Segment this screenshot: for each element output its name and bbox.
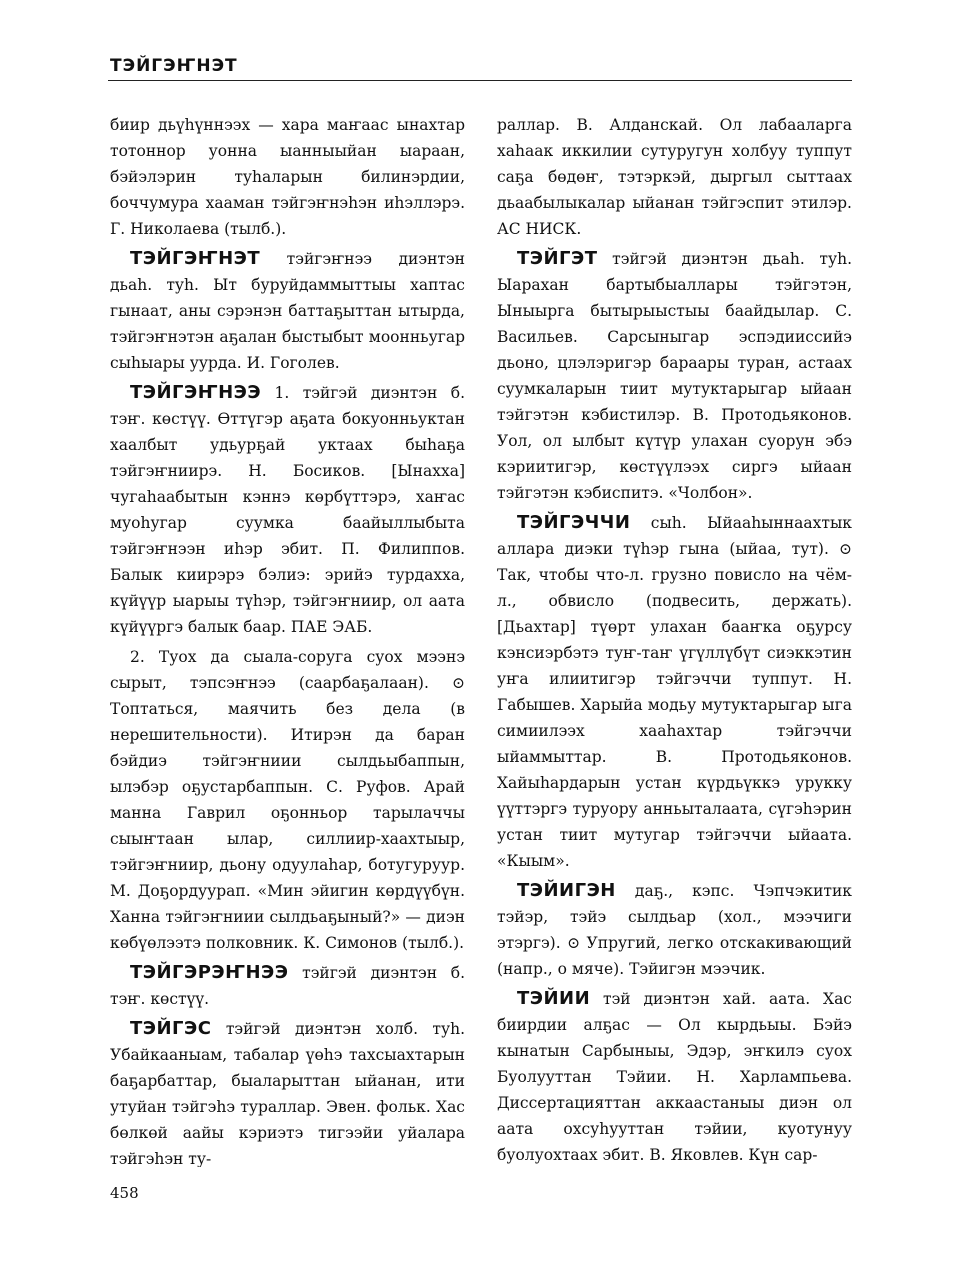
entry-headword: ТЭЙГЭС — [130, 1018, 212, 1039]
entry-headword: ТЭЙГЭЧЧИ — [517, 512, 631, 533]
entry-text: 2. Туох да сыала-соруга суох мээнэ сырыт, тэпсэҥнээ (саарбаҕалаан). ⊙ Топтаться, маячить без дела (в нерешительности). Итирэн да баран бэйдиэ тэйгэҥниии сылдьыбаппын, ылэбэр оҕустарбаппын. С. Руфов. Арай манна Гаврил оҕонньор тарылаччы сыыҥтаан ылар, силлиир-хаахтыыр, тэйгэҥниир, дьону одуулаһар, ботугуруур. М. Доҕордуурап. «Мин эйигин көрдүүбүн. Ханна тэйгэҥниии сылдьаҕыный?» — диэн көбүөлээтэ полковник. К. Симонов (тылб.). — [110, 648, 465, 952]
entry-headword: ТЭЙГЭРЭҤНЭЭ — [130, 962, 289, 983]
header-rule — [108, 80, 852, 81]
entry-text: биир дьүһүннээх — хара маҥаас ынахтар тотоннор уонна ыанныыйан ыараан, бэйэлэрин туһаларын билинэрдии, боччумура хааман тэйгэҥнэһэн иһэллэрэ. Г. Николаева (тылб.). — [110, 116, 465, 238]
entry-paragraph — [110, 380, 465, 640]
entry-text: сыһ. Ыйааһыннаахтык аллара диэки түһэр гына (ыйаа, тут). ⊙ Так, чтобы что-л. грузно повисло на чём-л., обвисло (подвесить, держать). [Дьахтар] түөрт улахан бааҥка оҕурсу кэнсиэрбэтэ туҥ-таҥ үгүллүбүт сиэккэтин уҥа илиитигэр тэйгэччи туппут. Н. Габышев. Харыйа модьу мутуктарыгар ыга симиилээх хааһахтар тэйгэччи ыйаммыттар. В. Протодьяконов. Хайыһардарын устан күрдьүккэ урукку үүттэргэ туруору анньыталаата, сүгэһэрин устан тиит мутугар тэйгэччи ыйаата. «Кыым». — [497, 514, 852, 870]
entry-text: тэйгэй диэнтэн б. тэҥ. көстүү. — [110, 964, 465, 1008]
entry-paragraph — [497, 112, 852, 242]
entry-paragraph — [110, 112, 465, 242]
entry-text: даҕ., кэпс. Чэпчэкитик тэйэр, тэйэ сылдьар (хол., мээчиги этэргэ). ⊙ Упругий, легко отскакивающий (напр., о мяче). Тэйигэн мээчик. — [497, 882, 852, 978]
entry-headword: ТЭЙИИ — [517, 988, 591, 1009]
entry-paragraph — [110, 246, 465, 376]
left-column — [110, 112, 465, 1167]
entry-text: 1. тэйгэй диэнтэн б. тэҥ. көстүү. Өттүгэр аҕата бокуонньуктан хаалбыт удьурҕай уктаах быһаҕа тэйгэҥниирэ. Н. Босиков. [Ынахха] чугаһаабытын кэннэ көрбүттэрэ, хаҥас муоһугар суумка баайыллыбыта тэйгэҥнээн иһэр эбит. П. Филиппов. Балык киирэрэ бэлиэ: эрийэ турдахха, күйүүр ыарыы түһэр, тэйгэҥниир, ол аата күйүүргэ балык баар. ПАЕ ЭАБ. — [110, 384, 465, 636]
entry-text: тэйгэй диэнтэн холб. туһ. Убайкааныам, табалар үөһэ тахсыахтарын баҕарбаттар, быаларыттан ыйанан, ити утуйан тэйгэһэ тураллар. Эвен. фольк. Хас бөлкөй аайы кэриэтэ тигээйи уйалара тэйгэһэн ту- — [110, 1020, 465, 1167]
entry-headword: ТЭЙГЭТ — [517, 248, 598, 269]
entry-text: тэй диэнтэн хай. аата. Хас биирдии алҕас — Ол кырдьыы. Бэйэ кынатын Сарбыныы, Эдэр, эҥкилэ суох Буолууттан Тэйии. Н. Харлампьева. Диссертацияттан аккаастаныы диэн ол аата охсуһууттан тэйии, куотунуу буолуохтаах эбит. В. Яковлев. Күн сар- — [497, 990, 852, 1164]
entry-paragraph — [110, 1016, 465, 1167]
entry-text: раллар. В. Алданскай. Ол лабааларга хаһаак иккилии сутуругун холбуу туппут саҕа бөдөҥ, тэтэркэй, дыргыл сыттаах дьаабылыкалар ыйанан тэйгэспит этилэр. АС НИСК. — [497, 116, 852, 238]
entry-headword: ТЭЙИГЭН — [517, 880, 616, 901]
entry-text: тэйгэй диэнтэн дьаһ. туһ. Ыарахан бартыбыаллары тэйгэтэн, Ыныырга бытырыыстыы баайдылар. С. Васильев. Сарсыныгар эспэдииссийэ дьоно, цлэлэригэр бараары туран, астаах суумкаларын тиит мутуктарыгар ыйаан тэйгэтэн кэбистилэр. В. Протодьяконов. Уол, ол ылбыт күтүр улахан суорун эбэ кэриитигэр, көстүүлээх сиргэ ыйаан тэйгэтэн кэбиспитэ. «Чолбон». — [497, 250, 852, 502]
entry-paragraph — [110, 644, 465, 956]
running-head: ТЭЙГЭҤНЭТ — [110, 56, 238, 76]
right-column — [497, 112, 852, 1167]
entry-paragraph — [497, 246, 852, 506]
entry-paragraph — [497, 510, 852, 874]
entry-text: тэйгэҥнээ диэнтэн дьаһ. туһ. Ыт буруйдаммыттыы хаптас гынаат, аны сэрэнэн баттаҕыттан ытырда, тэйгэҥнэтэн аҕалан быстыбыт моонньугар сыһыары уурда. И. Гоголев. — [110, 250, 465, 372]
entry-paragraph — [110, 960, 465, 1012]
entry-headword: ТЭЙГЭҤНЭТ — [130, 248, 261, 269]
entry-paragraph — [497, 986, 852, 1167]
page-number: 458 — [110, 1184, 139, 1202]
entry-headword: ТЭЙГЭҤНЭЭ — [130, 382, 262, 403]
entry-paragraph — [497, 878, 852, 982]
